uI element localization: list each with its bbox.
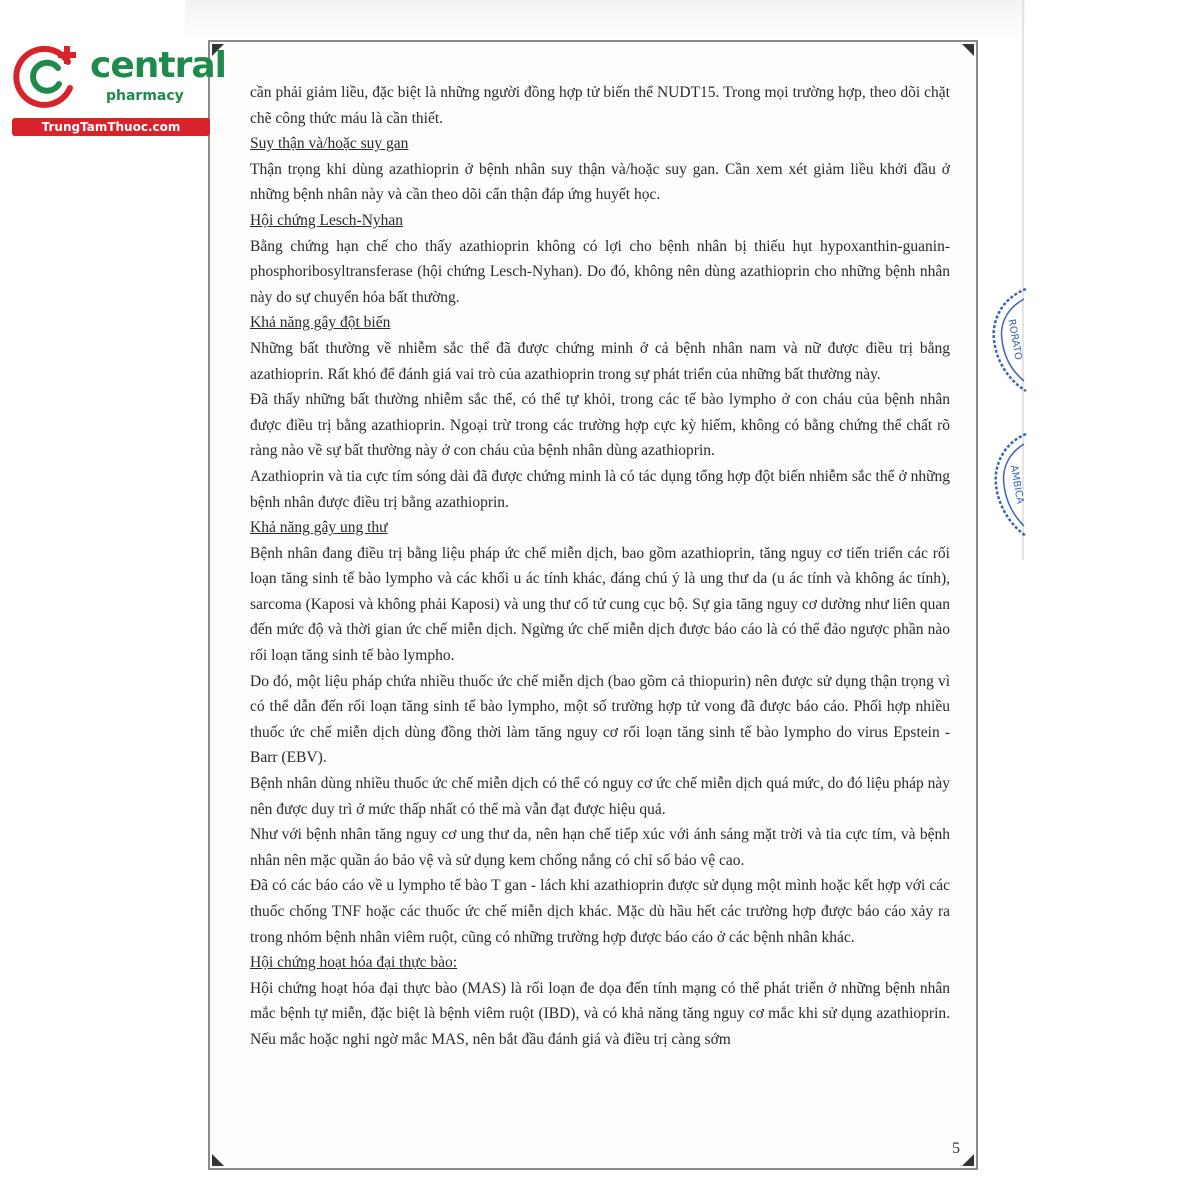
- section-heading: Khả năng gây ung thư: [250, 519, 388, 537]
- body-paragraph: Bệnh nhân đang điều trị bằng liệu pháp ức chế miễn dịch, bao gồm azathioprin, tăng nguy cơ tiến triển các rối loạn tăng sinh tế bào lympho và các khối u ác tính khác, đáng chú ý là ung thư da (u ác tính và không ác tính), sarcoma (Kaposi và không phải Kaposi) và ung thư cổ tử cung cục bộ. Sự gia tăng nguy cơ dường như liên quan đến mức độ và thời gian ức chế miễn dịch. Ngừng ức chế miễn dịch được báo cáo là có thể đảo ngược phần nào rối loạn tăng sinh tế bào lympho.: [250, 544, 950, 665]
- body-paragraph: Đã có các báo cáo về u lympho tế bào T gan - lách khi azathioprin được sử dụng một mình hoặc kết hợp với các thuốc chống TNF hoặc các thuốc ức chế miễn dịch khác. Mặc dù hầu hết các trường hợp được báo cáo xảy ra trong nhóm bệnh nhân viêm ruột, cũng có những trường hợp được báo cáo ở các bệnh nhân khác.: [250, 877, 950, 946]
- body-paragraph: Hội chứng hoạt hóa đại thực bào (MAS) là rối loạn đe dọa đến tính mạng có thể phát triển ở những bệnh nhân mắc bệnh tự miễn, đặc biệt là bệnh viêm ruột (IBD), và có khả năng tăng nguy cơ mắc khi sử dụng azathioprin. Nếu mắc hoặc nghi ngờ mắc MAS, nên bắt đầu đánh giá và điều trị càng sớm: [250, 979, 950, 1048]
- pharmacy-cross-icon: [12, 40, 84, 112]
- body-paragraph: cần phải giảm liều, đặc biệt là những người đồng hợp tử biến thể NUDT15. Trong mọi trường hợp, theo dõi chặt chẽ công thức máu là cần thiết.: [250, 84, 950, 127]
- section-heading: Khả năng gây đột biến: [250, 314, 391, 332]
- body-paragraph: Bệnh nhân dùng nhiều thuốc ức chế miễn dịch có thể có nguy cơ ức chế miễn dịch quá mức, do đó liệu pháp này nên được duy trì ở mức thấp nhất có thể mà vẫn đạt được hiệu quả.: [250, 775, 950, 818]
- section-heading: Hội chứng hoạt hóa đại thực bào:: [250, 954, 458, 972]
- body-paragraph: Do đó, một liệu pháp chứa nhiều thuốc ức chế miễn dịch (bao gồm cả thiopurin) nên được sử dụng thận trọng vì có thể dẫn đến rối loạn tăng sinh tế bào lympho, một số trường hợp tử vong đã được báo cáo. Phối hợp nhiều thuốc ức chế miễn dịch dùng đồng thời làm tăng nguy cơ rối loạn tăng sinh tế bào lympho do virus Epstein - Barr (EBV).: [250, 672, 950, 767]
- central-pharmacy-logo: [12, 38, 226, 138]
- logo-sub-text: pharmacy: [106, 88, 184, 104]
- page-top-shadow: [185, 0, 1025, 38]
- document-body: [250, 80, 950, 1053]
- logo-website-banner: TrungTamThuoc.com: [12, 118, 210, 136]
- stamp-bottom-text: AMBICA: [1007, 464, 1026, 505]
- section-heading: Suy thận và/hoặc suy gan: [250, 135, 409, 153]
- section-heading: Hội chứng Lesch-Nyhan: [250, 211, 404, 229]
- body-paragraph: Đã thấy những bất thường nhiễm sắc thể, có thể tự khỏi, trong các tế bào lympho ở con cháu của bệnh nhân được điều trị bằng azathioprin. Ngoại trừ trong các trường hợp cực kỳ hiếm, không có bằng chứng thể chất rõ ràng nào về sự bất thường này ở con cháu của bệnh nhân dùng azathioprin.: [250, 391, 950, 460]
- corner-mark-bottom-right: [960, 1152, 974, 1166]
- body-paragraph: Azathioprin và tia cực tím sóng dài đã được chứng minh là có tác dụng tổng hợp đột biến nhiễm sắc thể ở những bệnh nhân được điều trị bằng azathioprin.: [250, 467, 950, 511]
- body-paragraph: Bằng chứng hạn chế cho thấy azathioprin không có lợi cho bệnh nhân bị thiếu hụt hypoxanthin-guanin-phosphoribosyltransferase (hội chứng Lesch-Nyhan). Do đó, không nên dùng azathioprin cho những bệnh nhân này do sự chuyển hóa bất thường.: [250, 237, 950, 306]
- corner-mark-bottom-left: [212, 1152, 226, 1166]
- stamp-top-text: RORATO: [1005, 318, 1024, 361]
- body-paragraph: Thận trọng khi dùng azathioprin ở bệnh nhân suy thận và/hoặc suy gan. Cần xem xét giảm liều khởi đầu ở những bệnh nhân này và cần theo dõi cẩn thận đáp ứng huyết học.: [250, 160, 950, 204]
- logo-brand-text: central: [90, 45, 226, 86]
- stamp-seal-bottom: [992, 430, 1028, 540]
- page-number: 5: [952, 1140, 960, 1157]
- body-paragraph: Những bất thường về nhiễm sắc thể đã được chứng minh ở cả bệnh nhân nam và nữ được điều trị bằng azathioprin. Rất khó để đánh giá vai trò của azathioprin trong sự phát triển của những bất thường này.: [250, 339, 950, 383]
- corner-mark-top-right: [960, 44, 974, 58]
- stamp-seal-top: [988, 285, 1028, 395]
- body-paragraph: Như với bệnh nhân tăng nguy cơ ung thư da, nên hạn chế tiếp xúc với ánh sáng mặt trời và tia cực tím, và bệnh nhân nên mặc quần áo bảo vệ và sử dụng kem chống nắng có chỉ số bảo vệ cao.: [250, 826, 950, 869]
